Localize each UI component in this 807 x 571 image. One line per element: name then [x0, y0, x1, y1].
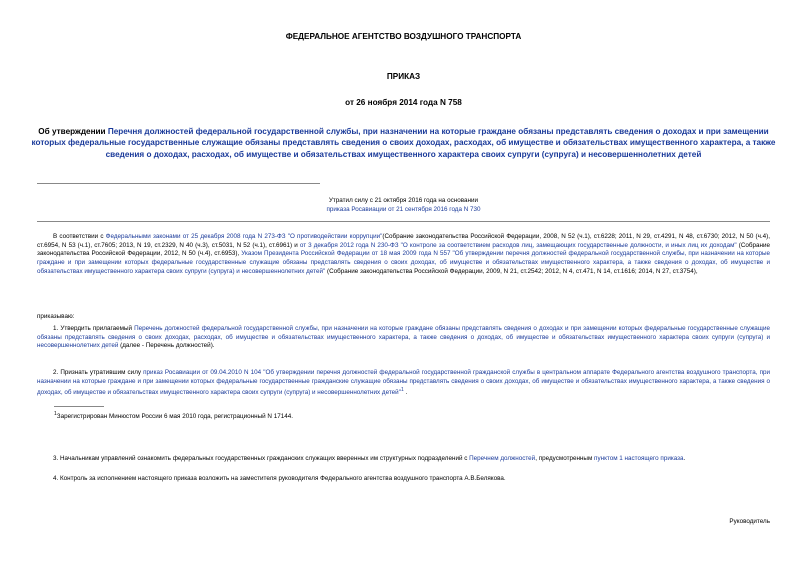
- footnote-rule: [54, 406, 104, 407]
- footnote-text: Зарегистрирован Минюстом России 6 мая 2010 года, регистрационный N 17144.: [56, 413, 293, 421]
- law-230-link[interactable]: от 3 декабря 2012 года N 230-ФЗ "О контроле за соответствием расходов лиц, замещающих государственные должности, и иных лиц их доходам": [299, 241, 737, 249]
- agency-heading: ФЕДЕРАЛЬНОЕ АГЕНТСТВО ВОЗДУШНОГО ТРАНСПОРТА: [285, 32, 522, 41]
- item-3: [37, 455, 770, 464]
- item-2-text-1: 2. Признать утратившим силу: [53, 369, 144, 376]
- preamble-paragraph: [37, 233, 770, 277]
- paragraph-1-link[interactable]: пунктом 1 настоящего приказа: [594, 455, 684, 462]
- decree-557-link[interactable]: Указом Президента Российской Федерации от 18 мая 2009 года N 557 "Об утверждении перечня должностей федеральной государственной службы, при назначении на которые граждане и при замещении которых федеральные государственные служащие обязаны представлять сведения о своих доходах, об имуществе и обязательствах имущественного характера, а также сведения о доходах, об имуществе и обязательствах имущественного характера своих супруги (супруга) и несовершеннолетних детей": [37, 250, 770, 275]
- preamble-text-4: (Собрание законодательства Российской Федерации, 2009, N 21, ст.2542; 2012, N 4, ст.471, N 14, ст.1616; 2014, N 27, ст.3754),: [325, 267, 698, 275]
- item-2-text-2: .: [403, 389, 408, 397]
- preamble-text-1: В соответствии с: [53, 233, 106, 240]
- item-3-text-1: 3. Начальникам управлений ознакомить федеральных государственных гражданских служащих вверенных им структурных подразделений с: [53, 455, 470, 462]
- item-3-text-2: , предусмотренным: [535, 455, 595, 462]
- status-note: [30, 197, 777, 214]
- footnote-ref[interactable]: 1: [400, 387, 404, 394]
- footnote-marker: 1: [54, 411, 57, 417]
- title-link[interactable]: Перечня должностей федеральной государственной службы, при назначении на которые граждане обязаны представлять сведения о доходах и при замещении которых федеральные государственные служащие обязаны представлять сведения о своих доходах, расходах, об имуществе и обязательствах имущественного характера, а также сведения о доходах, расходах, об имуществе и обязательствах имущественного характера своих супруги (супруга) и несовершеннолетних детей: [31, 127, 776, 159]
- status-rule: [37, 221, 770, 222]
- document-title: [30, 126, 777, 160]
- item-1-text-2: (далее - Перечень должностей).: [118, 342, 215, 350]
- orders-line: приказываю:: [37, 313, 75, 320]
- signature: Руководитель: [729, 518, 770, 525]
- item-1-text-1: 1. Утвердить прилагаемый: [53, 325, 135, 332]
- doc-type-heading: ПРИКАЗ: [386, 72, 421, 81]
- status-note-text: Утратил силу с 21 октября 2016 года на основании: [328, 197, 479, 204]
- list-of-positions-link[interactable]: Перечень должностей федеральной государственной службы, при назначении на которые граждане обязаны представлять сведения о доходах и при замещении которых федеральные государственные служащие обязаны представлять сведения о своих доходах, расходах, об имуществе и обязательствах имущественного характера, а также сведения о доходах, об имуществе и обязательствах имущественного характера своих супруги (супруга) и несовершеннолетних детей: [37, 325, 771, 350]
- preamble-text-2: (Собрание законодательства Российской Федерации, 2008, N 52 (ч.1), ст.6228; 2011, N 29, ст.4291, N 48, ст.6730; 2012, N 50 (ч.4), ст.6954, N 53 (ч.1), ст.7605; 2013, N 19, ст.2329, N 40 (ч.3), ст.5031, N 52 (ч.1), ст.6961) и: [37, 233, 771, 249]
- order-104-link[interactable]: приказ Росавиации от 09.04.2010 N 104 "Об утверждении перечня должностей федеральной государственной гражданской службы в центральном аппарате Федерального агентства воздушного транспорта, при назначении на которые граждане и при замещении которых федеральные государственные гражданские служащие обязаны представлять сведения о своих доходах, об имуществе и обязательствах имущественного характера, а также сведения о доходах, об имуществе и обязательствах имущественного характера своих супруги (супруга) и несовершеннолетних детей": [37, 369, 770, 397]
- item-1: [37, 325, 770, 351]
- item-2: [37, 369, 770, 398]
- law-273-link[interactable]: Федеральными законами от 25 декабря 2008 года N 273-ФЗ "О противодействии коррупции": [105, 233, 383, 240]
- item-4: 4. Контроль за исполнением настоящего приказа возложить на заместителя руководителя Федерального агентства воздушного транспорта А.В.Белякова.: [53, 475, 506, 482]
- status-note-link[interactable]: приказа Росавиации от 21 сентября 2016 года N 730: [326, 205, 481, 213]
- title-prefix: Об утверждении: [38, 127, 108, 136]
- list-of-positions-link-2[interactable]: Перечнем должностей: [469, 455, 536, 462]
- item-3-text-3: .: [683, 455, 686, 462]
- date-number-heading: от 26 ноября 2014 года N 758: [345, 98, 462, 107]
- footnote: [54, 410, 293, 422]
- title-rule: [37, 183, 320, 184]
- preamble-text-3: (Собрание законодательства Российской Федерации, 2012, N 50 (ч.4), ст.6953),: [37, 241, 770, 258]
